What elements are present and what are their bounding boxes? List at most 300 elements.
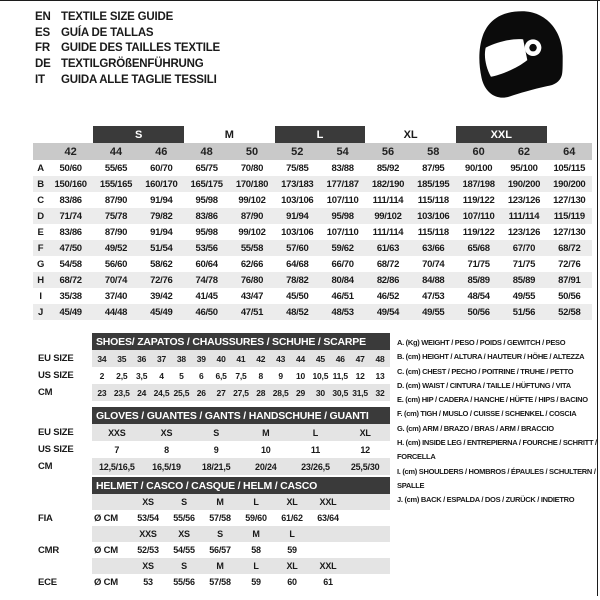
- size-cell: XL: [274, 558, 310, 574]
- cell: 83/88: [331, 162, 354, 174]
- size-cell: M: [202, 494, 238, 510]
- shoes-table: [33, 333, 390, 401]
- legend-item: E. (cm) HIP / CADERA / HANCHE / HÜFTE / HIPS / BACINO: [397, 395, 588, 405]
- legend-item: C. (cm) CHEST / PECHO / POITRINE / TRUHE / PETTO: [397, 366, 574, 376]
- cell: 150/160: [54, 178, 87, 190]
- cell: 71/75: [512, 258, 536, 270]
- main-size-table: [33, 126, 592, 320]
- cell: 2,5: [116, 370, 128, 381]
- size-cell: L: [274, 526, 310, 542]
- row-label: J: [38, 306, 43, 318]
- cell: 28,5: [271, 384, 291, 401]
- cell: 60/64: [195, 258, 218, 270]
- cell: 39: [191, 350, 211, 367]
- cell: 43: [271, 350, 291, 367]
- cell: 127/130: [553, 194, 586, 206]
- cell: 103/106: [417, 210, 450, 222]
- row-label: I: [39, 290, 42, 302]
- cell: 95/98: [331, 210, 354, 222]
- cell: 70/74: [104, 274, 128, 286]
- cell: 53/56: [195, 242, 218, 254]
- cell: 56/57: [209, 545, 231, 555]
- lang-code: ES: [35, 26, 50, 39]
- cell: 82/86: [376, 274, 400, 286]
- size-cell: L: [238, 558, 274, 574]
- cell: 79/82: [150, 210, 173, 222]
- cell: 127/130: [553, 226, 586, 238]
- measurement-row: [33, 272, 592, 288]
- unit-label: Ø CM: [94, 512, 119, 524]
- cell: 60: [287, 577, 297, 587]
- row-label: A: [37, 162, 44, 174]
- cell: 60/70: [150, 162, 173, 174]
- cell: 52/53: [137, 545, 159, 555]
- cell: 48/52: [286, 306, 309, 318]
- measurement-row: [33, 240, 592, 256]
- lang-title: TEXTILGRÖßENFÜHRUNG: [61, 58, 204, 71]
- cell: 75/78: [104, 210, 128, 222]
- cell: 40: [211, 350, 231, 367]
- cell: 45/49: [59, 306, 82, 318]
- cell: 61/63: [376, 242, 400, 254]
- cell: M: [241, 424, 291, 441]
- corner-cell: [33, 143, 48, 160]
- cell: 91/94: [150, 226, 173, 238]
- measurement-row: [33, 224, 592, 240]
- lang-title: TEXTILE SIZE GUIDE: [61, 11, 174, 23]
- measurement-legend: [397, 336, 600, 508]
- cell: 45/50: [286, 290, 309, 302]
- empty-cell: [33, 333, 92, 350]
- cell: 27: [211, 384, 231, 401]
- cell: 47: [350, 350, 370, 367]
- cell: 62/66: [240, 258, 264, 270]
- cell: 49/55: [512, 290, 536, 302]
- cell: 28: [251, 384, 271, 401]
- helmet-table: [33, 477, 390, 590]
- cell: 10,5: [312, 370, 329, 381]
- gloves-header: GLOVES / GUANTES / GANTS / HANDSCHUHE / GUANTI: [92, 407, 390, 424]
- lang-code: EN: [35, 11, 51, 23]
- cell: 46/50: [195, 306, 218, 318]
- cell: 49/52: [104, 242, 128, 254]
- cell: 51/56: [512, 306, 536, 318]
- cell: 32: [370, 384, 390, 401]
- cell: 80/84: [331, 274, 354, 286]
- cell: 71/75: [467, 258, 490, 270]
- cell: 103/106: [281, 194, 314, 206]
- table-row: [33, 367, 390, 384]
- helmet-values-row: [33, 510, 390, 526]
- cell: 50/60: [59, 162, 82, 174]
- cell: 115/118: [417, 226, 449, 238]
- cell: 155/165: [99, 178, 133, 190]
- size-group-xl: XL: [403, 128, 418, 141]
- cell: 11,5: [332, 370, 348, 381]
- empty-cell: [92, 494, 130, 510]
- size-number-row: [33, 143, 592, 160]
- cell: 91/94: [150, 194, 173, 206]
- cell: 74/78: [195, 274, 218, 286]
- cell: 50/56: [467, 306, 490, 318]
- cell: 57/60: [286, 242, 309, 254]
- filler-cell: [346, 542, 390, 558]
- cell: 36: [132, 350, 152, 367]
- row-label: US SIZE: [33, 441, 92, 458]
- language-row: [35, 57, 220, 73]
- cell: 39/42: [150, 290, 173, 302]
- table-row: [33, 441, 390, 458]
- size-group-l: L: [275, 126, 366, 143]
- cell: 55/56: [173, 577, 195, 587]
- size-group-row: [33, 126, 592, 143]
- cell: 10: [295, 370, 306, 381]
- cell: 8: [258, 370, 264, 381]
- cell: 54/55: [173, 545, 195, 555]
- cell: 50: [245, 145, 259, 158]
- cell: 64/68: [286, 258, 309, 270]
- cell: 111/114: [372, 194, 404, 206]
- size-cell: S: [166, 558, 202, 574]
- size-cell: XXL: [310, 558, 346, 574]
- cell: 48/54: [467, 290, 490, 302]
- cell: 72/76: [150, 274, 173, 286]
- cell: 24,5: [152, 384, 172, 401]
- cell: 95/98: [195, 226, 218, 238]
- cell: 38: [171, 350, 191, 367]
- cell: 30,5: [330, 384, 350, 401]
- legend-item: I. (cm) SHOULDERS / HOMBROS / ÉPAULES / SCHULTERN / SPALLE: [397, 466, 596, 490]
- cell: 85/89: [512, 274, 536, 286]
- cell: 59/60: [245, 513, 267, 523]
- helmet-sizes-row: [33, 494, 390, 510]
- cell: 8: [164, 444, 169, 455]
- cell: 12: [355, 370, 365, 381]
- cell: 182/190: [371, 178, 405, 190]
- cell: 123/126: [507, 194, 541, 206]
- cell: 67/70: [512, 242, 536, 254]
- cell: 24: [132, 384, 152, 401]
- cell: 46: [155, 145, 168, 158]
- cell: 11: [310, 444, 321, 455]
- cell: XL: [340, 424, 390, 441]
- cell: 48/53: [331, 306, 354, 318]
- empty-cell: [33, 477, 92, 494]
- cell: 50/56: [558, 290, 581, 302]
- cell: 27,5: [231, 384, 251, 401]
- cell: 177/187: [326, 178, 359, 190]
- size-group-s: S: [93, 126, 184, 143]
- cell: 83/86: [59, 226, 82, 238]
- size-cell: S: [166, 494, 202, 510]
- size-cell: XXS: [130, 526, 166, 542]
- cell: 56: [381, 145, 395, 158]
- cell: 64: [563, 145, 576, 158]
- filler-cell: [346, 558, 390, 574]
- table-header-row: [33, 407, 390, 424]
- cell: 44: [291, 350, 311, 367]
- lang-code: FR: [35, 42, 50, 55]
- cell: 41/45: [195, 290, 218, 302]
- size-cell: L: [238, 494, 274, 510]
- cell: 30: [310, 384, 330, 401]
- cell: 63/66: [422, 242, 445, 254]
- cell: 12: [360, 444, 370, 455]
- cell: 10: [260, 444, 271, 455]
- lang-title: GUÍA DE TALLAS: [61, 26, 154, 39]
- filler-cell: [346, 494, 390, 510]
- cell: 43/47: [240, 290, 264, 302]
- cell: 35/38: [59, 290, 82, 302]
- cell: 23: [92, 384, 112, 401]
- cell: 44/48: [104, 306, 128, 318]
- cell: 70/74: [422, 258, 445, 270]
- cell: 105/115: [553, 162, 586, 174]
- cell: 53/54: [137, 513, 159, 523]
- legend-item: D. (cm) WAIST / CINTURA / TAILLE / HÜFTUNG / VITA: [397, 380, 571, 390]
- cell: 25,5/30: [340, 458, 390, 475]
- cell: 34: [92, 350, 112, 367]
- cell: 95/98: [195, 194, 218, 206]
- cell: 99/102: [374, 210, 402, 222]
- cell: 111/114: [372, 226, 404, 238]
- language-row: [35, 73, 220, 89]
- cell: 49/55: [422, 306, 445, 318]
- cell: 87/91: [558, 274, 581, 286]
- cell: 190/200: [507, 178, 541, 190]
- cell: 59: [251, 577, 261, 587]
- cell: 2: [99, 370, 105, 381]
- table-header-row: [33, 477, 390, 494]
- filler-cell: [346, 574, 390, 590]
- cell: 6,5: [215, 370, 227, 381]
- measurement-row: [33, 256, 592, 272]
- cell: 46/52: [376, 290, 400, 302]
- measurement-row: [33, 304, 592, 320]
- cell: 59/62: [331, 242, 354, 254]
- cell: 103/106: [281, 226, 314, 238]
- row-label: G: [36, 258, 45, 270]
- legend-item: H. (cm) INSIDE LEG / ENTREPIERNA / FOURCHE / SCHRITT / FORCELLA: [397, 438, 597, 462]
- cell: 190/200: [553, 178, 586, 190]
- cell: 58/62: [150, 258, 173, 270]
- size-group-m: M: [224, 128, 234, 141]
- cell: 26: [191, 384, 211, 401]
- cell: XS: [142, 424, 192, 441]
- cell: 47/50: [59, 242, 82, 254]
- row-label: B: [37, 178, 44, 190]
- cell: 83/86: [195, 210, 218, 222]
- size-cell: M: [238, 526, 274, 542]
- empty-cell: [547, 126, 592, 143]
- cell: 55/58: [240, 242, 264, 254]
- cell: 44: [109, 145, 123, 158]
- size-cell: M: [202, 558, 238, 574]
- table-row: [33, 350, 390, 367]
- cell: 95/100: [510, 162, 538, 174]
- cell: 53: [143, 577, 153, 587]
- cell: 65/68: [467, 242, 490, 254]
- cell: 9: [278, 370, 283, 381]
- size-cell: [310, 526, 346, 542]
- cell: 119/122: [462, 194, 495, 206]
- cell: 87/90: [104, 226, 128, 238]
- row-label: EU SIZE: [33, 424, 92, 441]
- cell: 7: [114, 444, 120, 455]
- cell: 57/58: [209, 513, 231, 523]
- empty-cell: [92, 526, 130, 542]
- cell: L: [291, 424, 341, 441]
- helmet-sizes-row: [33, 558, 390, 574]
- cell: S: [191, 424, 241, 441]
- cell: 54: [336, 145, 349, 158]
- empty-cell: [33, 526, 92, 542]
- cell: XXS: [92, 424, 142, 441]
- cell: 91/94: [286, 210, 309, 222]
- filler-cell: [346, 510, 390, 526]
- row-label-cmr: CMR: [33, 542, 92, 558]
- row-label: D: [37, 210, 44, 222]
- empty-cell: [33, 126, 93, 143]
- cell: 85/92: [376, 162, 400, 174]
- cell: 83/86: [59, 194, 82, 206]
- cell: 42: [251, 350, 271, 367]
- size-cell: XS: [130, 558, 166, 574]
- cell: 31,5: [350, 384, 370, 401]
- cell: 45: [310, 350, 330, 367]
- helmet-header: HELMET / CASCO / CASQUE / HELM / CASCO: [92, 477, 390, 494]
- cell: 9: [213, 444, 219, 455]
- cell: 59: [287, 545, 297, 555]
- legend-item: F. (cm) TIGH / MUSLO / CUISSE / SCHENKEL / COSCIA: [397, 409, 577, 419]
- cell: 58: [427, 145, 440, 158]
- table-row: [33, 424, 390, 441]
- cell: 185/195: [417, 178, 450, 190]
- helmet-values-row: [33, 542, 390, 558]
- size-group-xxl: XXL: [456, 126, 547, 143]
- cell: 170/180: [235, 178, 269, 190]
- cell: 68/72: [59, 274, 82, 286]
- language-row: [35, 41, 220, 57]
- legend-item: J. (cm) BACK / ESPALDA / DOS / ZURÜCK / INDIETRO: [397, 495, 575, 505]
- cell: 62: [517, 145, 531, 158]
- cell: 25,5: [171, 384, 191, 401]
- table-header-row: [33, 333, 390, 350]
- cell: 84/88: [422, 274, 445, 286]
- cell: 87/90: [240, 210, 264, 222]
- size-cell: XXL: [310, 494, 346, 510]
- legend-item: B. (cm) HEIGHT / ALTURA / HAUTEUR / HÖHE / ALTEZZA: [397, 352, 585, 362]
- measurement-row: [33, 208, 592, 224]
- cell: 23/26,5: [291, 458, 341, 475]
- cell: 13: [375, 370, 385, 381]
- cell: 52/58: [558, 306, 581, 318]
- table-row: [33, 384, 390, 401]
- lang-title: GUIDA ALLE TAGLIE TESSILI: [61, 73, 217, 86]
- cell: 165/175: [190, 178, 223, 190]
- cell: 6: [198, 370, 204, 381]
- racing-helmet-icon: [466, 4, 572, 108]
- helmet-sizes-row: [33, 526, 390, 542]
- cell: 54/58: [59, 258, 82, 270]
- cell: 47/51: [240, 306, 264, 318]
- cell: 37: [152, 350, 172, 367]
- legend-item: A. (Kg) WEIGHT / PESO / POIDS / GEWITCH / PESO: [397, 338, 566, 347]
- row-label-ece: ECE: [33, 574, 92, 590]
- cell: 115/119: [553, 210, 585, 222]
- cell: 99/102: [238, 226, 266, 238]
- cell: 3,5: [136, 370, 148, 381]
- cell: 107/110: [462, 210, 495, 222]
- filler-cell: [346, 526, 390, 542]
- cell: 75/85: [286, 162, 309, 174]
- cell: 16,5/19: [142, 458, 192, 475]
- cell: 72/76: [558, 258, 581, 270]
- legend-item: G. (cm) ARM / BRAZO / BRAS / ARM / BRACCIO: [397, 423, 554, 433]
- measurement-row: [33, 288, 592, 304]
- lang-code: DE: [35, 58, 51, 71]
- cell: 71/74: [59, 210, 82, 222]
- cell: 57/58: [209, 577, 231, 587]
- cell: 48: [370, 350, 390, 367]
- cell: 78/82: [286, 274, 309, 286]
- cell: 60: [472, 145, 485, 158]
- cell: 23,5: [112, 384, 132, 401]
- table-row: [33, 458, 390, 475]
- cell: 18/21,5: [191, 458, 241, 475]
- cell: 87/95: [422, 162, 445, 174]
- cell: 55/65: [104, 162, 128, 174]
- gloves-table: [33, 407, 390, 475]
- measurement-row: [33, 192, 592, 208]
- cell: 48: [200, 145, 213, 158]
- language-title-list: [35, 10, 220, 89]
- cell: 90/100: [464, 162, 493, 174]
- size-cell: XS: [130, 494, 166, 510]
- measurement-row: [33, 176, 592, 192]
- cell: 76/80: [240, 274, 264, 286]
- cell: 20/24: [241, 458, 291, 475]
- cell: 29: [291, 384, 311, 401]
- cell: 85/89: [467, 274, 490, 286]
- helmet-values-row: [33, 574, 390, 590]
- language-row: [35, 26, 220, 42]
- cell: 187/198: [462, 178, 495, 190]
- row-label: CM: [33, 384, 92, 401]
- cell: 45/49: [150, 306, 173, 318]
- unit-label: Ø CM: [94, 576, 119, 588]
- cell: 65/75: [195, 162, 218, 174]
- cell: 55/56: [173, 513, 195, 523]
- cell: 5: [179, 370, 184, 381]
- cell: 7,5: [235, 370, 247, 381]
- cell: 107/110: [326, 226, 359, 238]
- cell: 12,5/16,5: [92, 458, 142, 475]
- lang-code: IT: [35, 73, 45, 86]
- cell: 119/122: [462, 226, 495, 238]
- size-cell: S: [202, 526, 238, 542]
- cell: 46/51: [331, 290, 354, 302]
- cell: 68/72: [376, 258, 400, 270]
- cell: 107/110: [326, 194, 359, 206]
- empty-cell: [33, 407, 92, 424]
- language-row: [35, 10, 220, 26]
- cell: 68/72: [558, 242, 581, 254]
- cell: 63/64: [317, 513, 339, 523]
- cell: 37/40: [104, 290, 128, 302]
- empty-cell: [33, 558, 92, 574]
- cell: 87/90: [104, 194, 128, 206]
